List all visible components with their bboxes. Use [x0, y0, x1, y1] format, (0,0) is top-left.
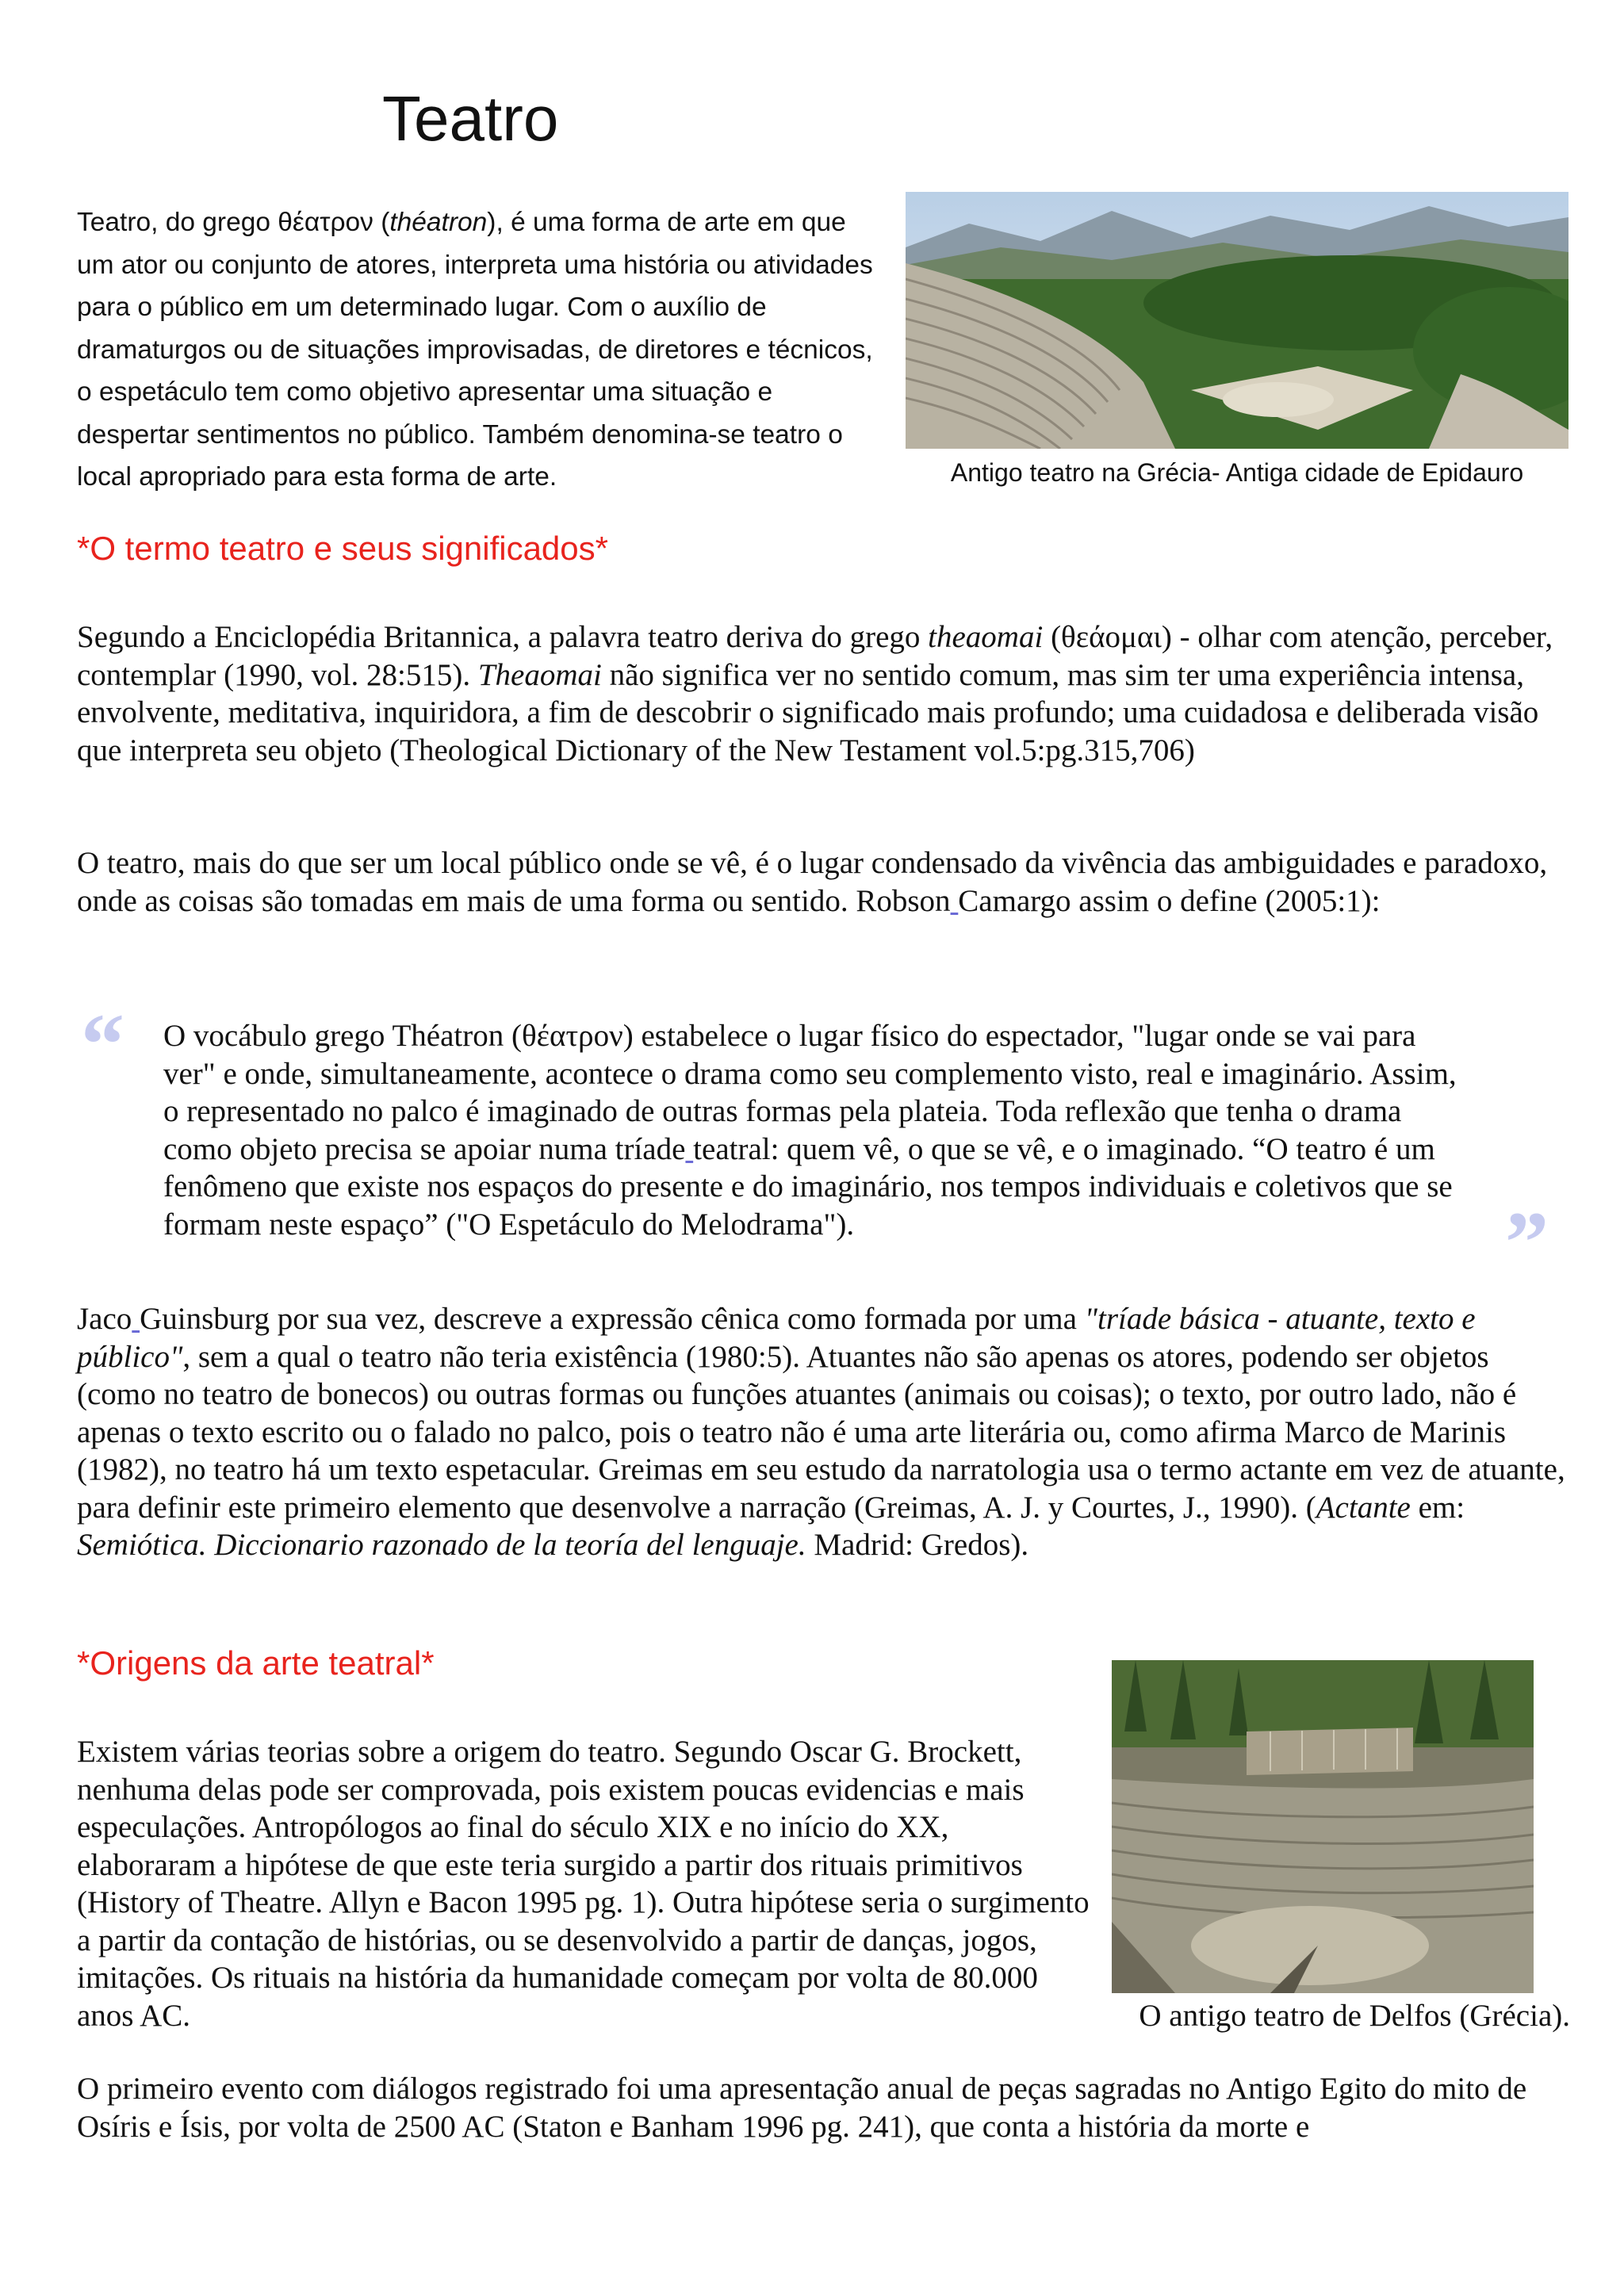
section-heading-origens: *Origens da arte teatral* — [77, 1644, 435, 1682]
quote-underline — [685, 1132, 693, 1166]
quote-close-icon: ” — [1505, 1194, 1549, 1291]
figure-caption-epidauro: Antigo teatro na Grécia- Antiga cidade de Epidauro — [950, 458, 1524, 487]
block-quote — [163, 1017, 1464, 1243]
p3-text-c: , sem a qual o teatro não teria existência (1980:5). Atuantes não são apenas os atores, podendo ser objetos (como no teatro de bonecos) ou outras formas ou funções atuantes (animais ou coisas); o texto, por outro lado, não é apenas o texto escrito ou o falado no palco, pois o teatro não é uma arte literária ou, como afirma Marco de Marinis (1982), no teatro há um texto espetacular. Greimas em seu estudo da narratologia usa o termo actante em vez de atuante, para definir este primeiro elemento que desenvolve a narração (Greimas, A. J. y Courtes, J., 1990). ( — [77, 1339, 1565, 1525]
paragraph-egito: O primeiro evento com diálogos registrado foi uma apresentação anual de peças sagradas no Antigo Egito do mito de Osíris e Ísis, por volta de 2500 AC (Staton e Banham 1996 pg. 241), que conta a história da morte e — [77, 2072, 1527, 2144]
paragraph-teatro-lugar — [77, 844, 1568, 920]
p1-italic-a: theaomai — [928, 620, 1044, 654]
p3-text-d: em: — [1410, 1490, 1465, 1525]
p2-text-b: Camargo assim o define (2005:1): — [958, 883, 1381, 918]
figure-caption-delfos: O antigo teatro de Delfos (Grécia). — [1139, 1999, 1570, 2033]
p3-italic-c: Semiótica. Diccionario razonado de la teoría del lenguaje. — [77, 1528, 806, 1562]
p3-text-b: Guinsburg por sua vez, descreve a expressão cênica como formada por uma — [140, 1302, 1085, 1336]
paragraph-britannica — [77, 618, 1568, 769]
p2-underline — [951, 884, 959, 918]
p1-text-b: (θεάομαι) - olhar com atenção, perceber, contemplar (1990, vol. 28:515). — [77, 620, 1553, 692]
p3-text-a: Jaco — [77, 1302, 132, 1336]
p1-text-a: Segundo a Enciclopédia Britannica, a palavra teatro deriva do grego — [77, 620, 929, 654]
p3-italic-a: "tríade básica - atuante, texto e público" — [77, 1302, 1476, 1374]
p3-italic-b: Actante — [1316, 1490, 1411, 1525]
p1-text-c: não significa ver no sentido comum, mas sim ter uma experiência intensa, envolvente, meditativa, inquiridora, a fim de descobrir o significado mais profundo; uma cuidadosa e deliberada visão que interpreta seu objeto (Theological Dictionary of the New Testament vol.5:pg.315,706) — [77, 657, 1539, 767]
p2-text-a: O teatro, mais do que ser um local público onde se vê, é o lugar condensado da vivência das ambiguidades e paradoxo, onde as coisas são tomadas em mais de uma forma ou sentido. Robson — [77, 846, 1548, 918]
page-title: Teatro — [382, 83, 559, 154]
intro-text-a: Teatro, do grego θέατρον ( — [77, 208, 390, 237]
epidauro-theatre-image — [906, 192, 1568, 449]
p3-text-e: Madrid: Gredos). — [806, 1528, 1029, 1562]
intro-text-b: ), é uma forma de arte em que um ator ou conjunto de atores, interpreta uma história ou atividades para o público em um determinado lugar. Com o auxílio de dramaturgos ou de situações improvisadas, de diretores e técnicos, o espetáculo tem como objetivo apresentar uma situação e despertar sentimentos no público. Também denomina-se teatro o local apropriado para esta forma de arte. — [77, 208, 873, 492]
paragraph-guinsburg — [77, 1300, 1568, 1564]
quote-open-icon: “ — [81, 996, 124, 1093]
p3-underline — [132, 1302, 140, 1336]
paragraph-origens: Existem várias teorias sobre a origem do teatro. Segundo Oscar G. Brockett, nenhuma delas pode ser comprovada, pois existem poucas evidencias e mais especulações. Antropólogos ao final do século XIX e no início do XX, elaboraram a hipótese de que este teria surgido a partir dos rituais primitivos (History of Theatre. Allyn e Bacon 1995 pg. 1). Outra hipótese seria o surgimento a partir da contação de histórias, ou se desenvolvido a partir de danças, jogos, imitações. Os rituais na história da humanidade começam por volta de 80.000 anos AC. — [77, 1735, 1090, 2033]
intro-italic: théatron — [389, 208, 488, 237]
delfos-theatre-image — [1112, 1660, 1534, 1993]
intro-paragraph — [77, 201, 878, 499]
section-heading-termo: *O termo teatro e seus significados* — [77, 530, 608, 567]
quote-text-b: teatral: quem vê, o que se vê, e o imaginado. “O teatro é um fenômeno que existe nos espaços do presente e do imaginário, nos tempos individuais e coletivos que se formam neste espaço” ("O Espetáculo do Melodrama"). — [163, 1131, 1453, 1242]
quote-text-a: O vocábulo grego Théatron (θέατρον) estabelece o lugar físico do espectador, "lugar onde se vai para ver" e onde, simultaneamente, acontece o drama como seu complemento visto, real e imaginário. Assim, o representado no palco é imaginado de outras formas pela plateia. Toda reflexão que tenha o drama como objeto precisa se apoiar numa tríade — [163, 1019, 1457, 1166]
p1-italic-b: Theaomai — [477, 657, 602, 692]
